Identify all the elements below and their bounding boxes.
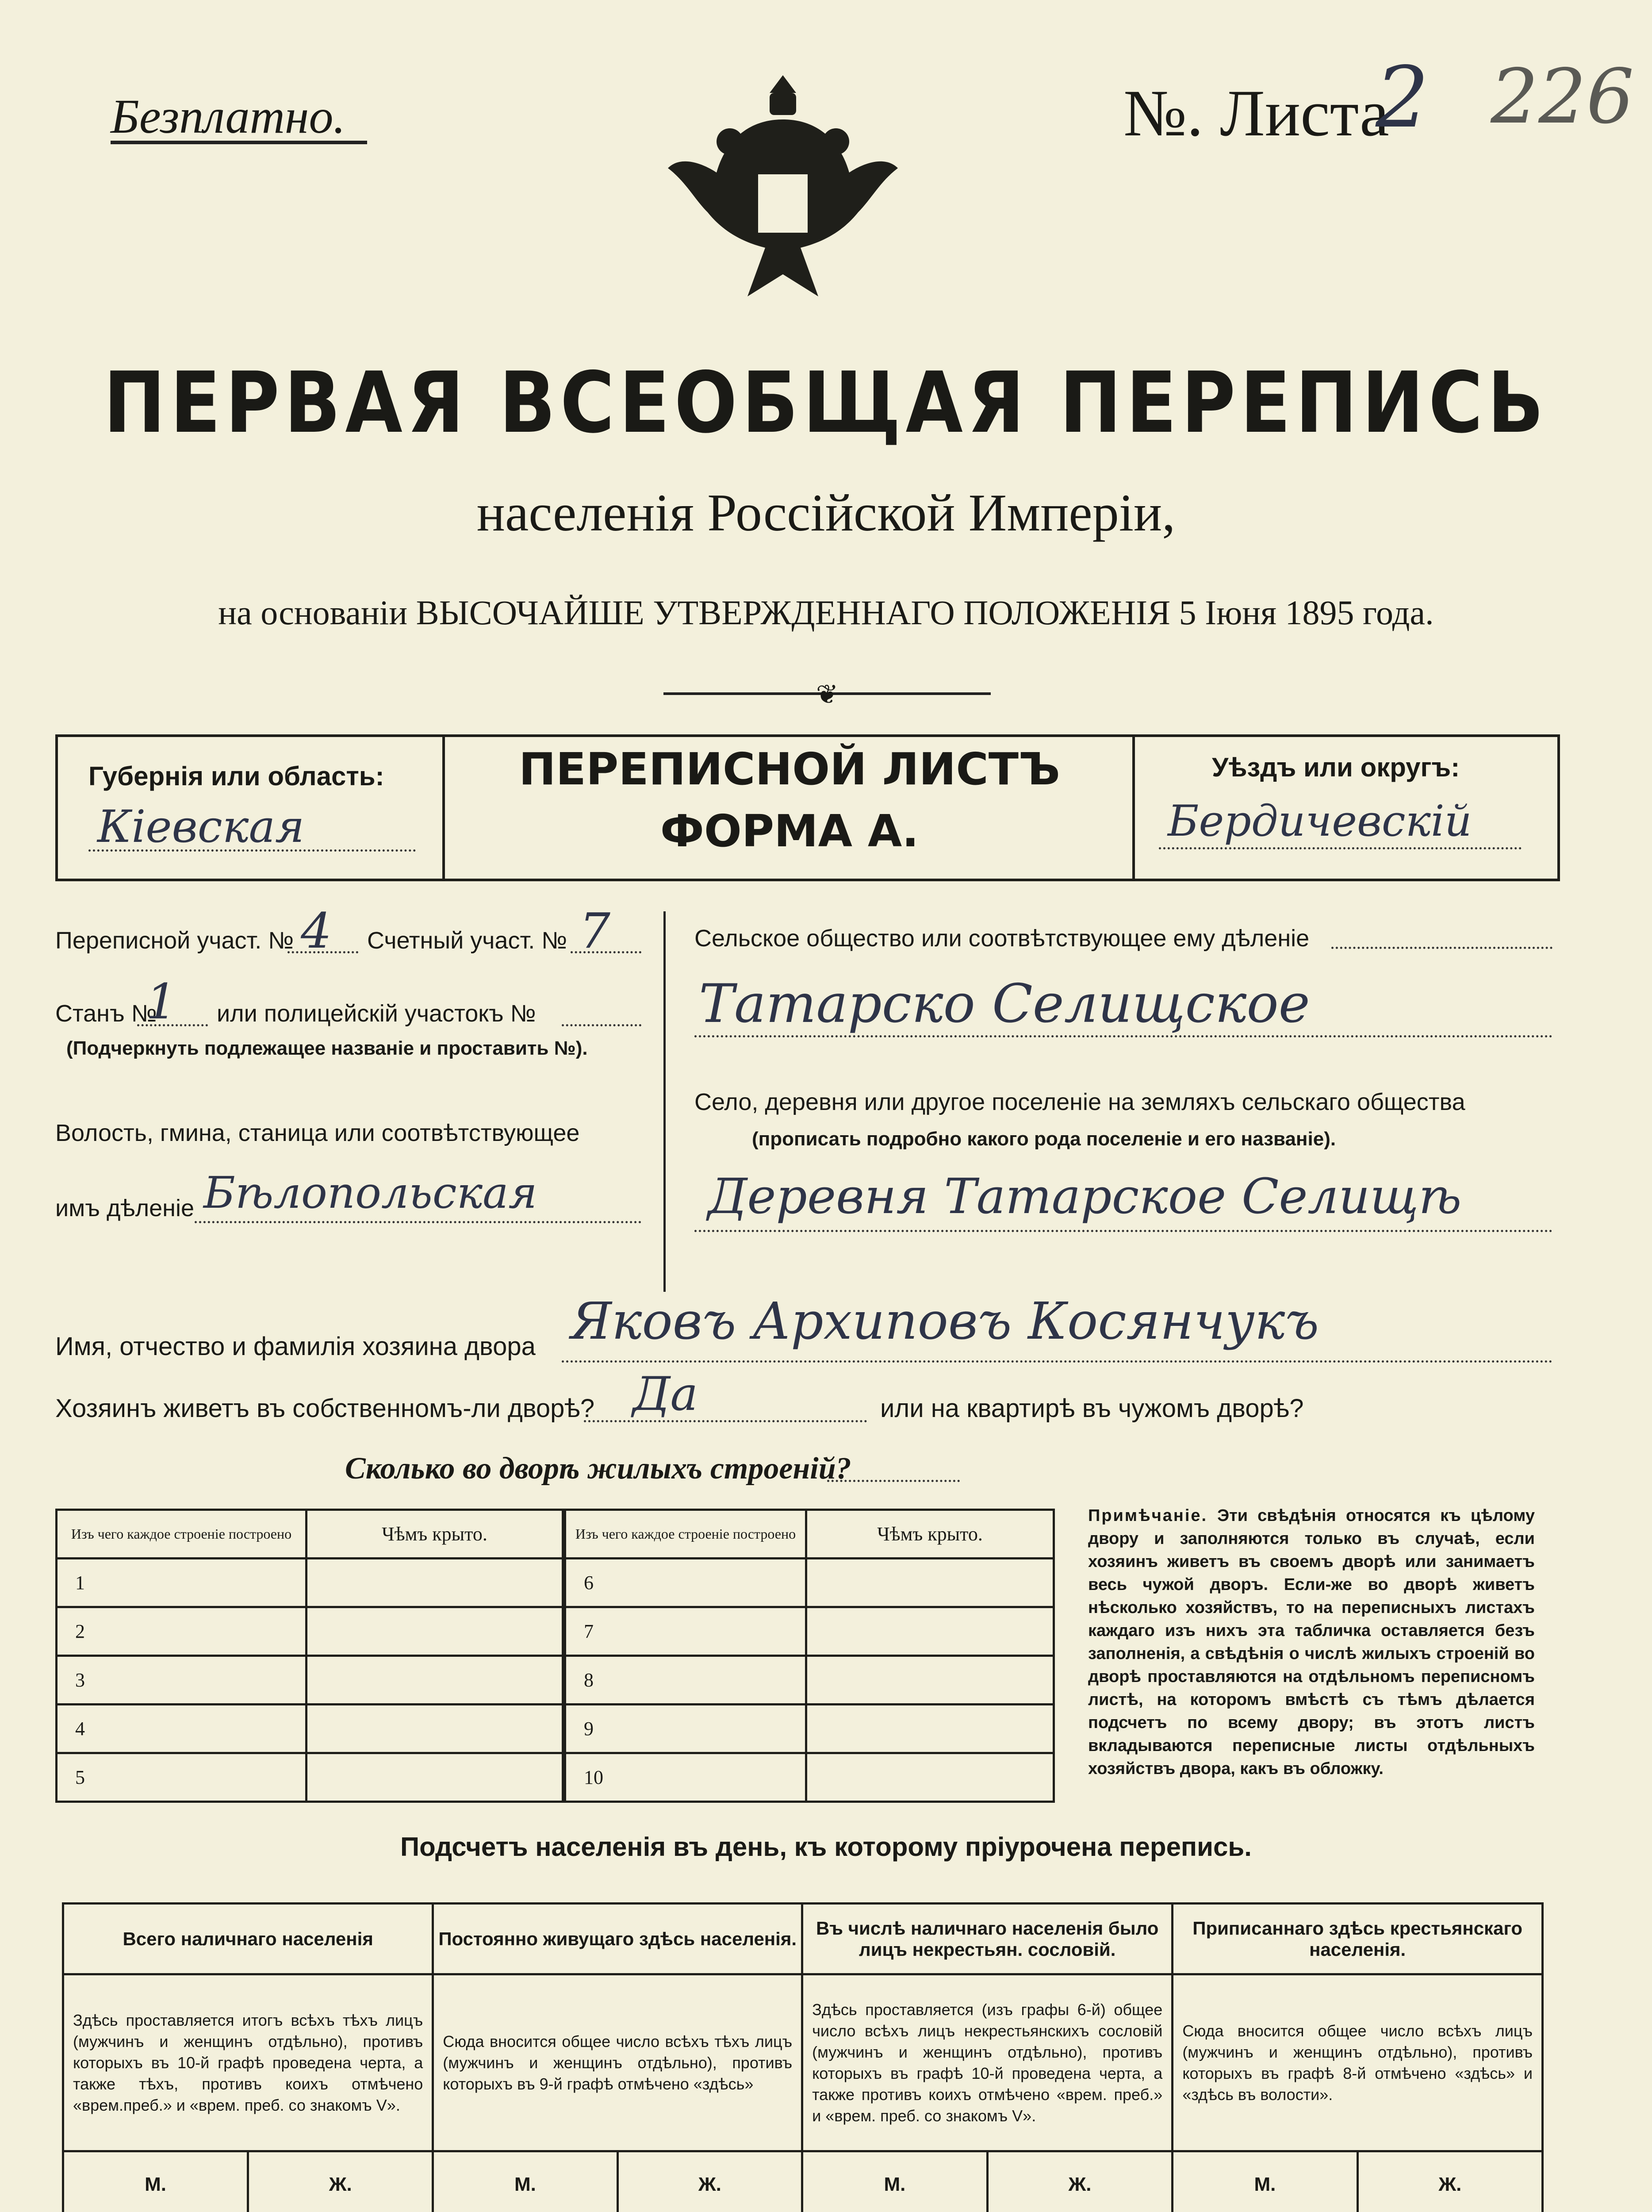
sheet-number-value: 2 — [1376, 49, 1429, 146]
col-roof-header: Чѣмъ крыто. — [806, 1510, 1054, 1559]
archive-number: 226 — [1491, 53, 1634, 141]
village-line — [694, 1230, 1552, 1232]
stan-value: 1 — [146, 973, 177, 1030]
police-label: или полицейскій участокъ № — [217, 1000, 536, 1027]
fields-divider — [663, 911, 666, 1292]
building-row-roof — [307, 1559, 563, 1607]
col-roof-header: Чѣмъ крыто. — [307, 1510, 563, 1559]
population-count-table — [62, 1902, 1544, 2212]
building-row-roof — [806, 1753, 1054, 1802]
group-noncrest-desc: Здѣсь проставляется (изъ графы 6-й) общее число всѣхъ лицъ некрестьянскихъ сословій (мужчинъ и женщинъ отдѣльно), противъ которыхъ въ графѣ 10-й проведена черта, а также противъ коихъ отмѣчено «врем. преб.» и «врем. преб. со знакомъ V». — [802, 1974, 1173, 2151]
building-row-number: 5 — [57, 1753, 307, 1802]
female-header: Ж. — [248, 2151, 433, 2212]
male-header: М. — [802, 2151, 988, 2212]
group-total-header: Всего наличнаго населенія — [63, 1904, 433, 1974]
building-row-number: 4 — [57, 1705, 307, 1753]
building-row-roof — [307, 1607, 563, 1656]
free-label: Безплатно. — [111, 89, 345, 143]
own-yard-value: Да — [632, 1367, 698, 1421]
building-row-roof — [806, 1656, 1054, 1705]
rented-label: или на квартирѣ въ чужомъ дворѣ? — [880, 1394, 1304, 1423]
stan-label: Станъ № — [55, 1000, 157, 1027]
stan-line — [137, 1024, 208, 1026]
society-value: Татарско Селищское — [699, 973, 1310, 1035]
count-title: Подсчетъ населенія въ день, къ которому пріурочена перепись. — [400, 1832, 1252, 1862]
owner-name-label: Имя, отчество и фамилія хозяина двора — [55, 1332, 536, 1361]
building-row-number: 10 — [565, 1753, 806, 1802]
col-material-header: Изъ чего каждое строеніе построено — [57, 1510, 307, 1559]
building-row-number: 7 — [565, 1607, 806, 1656]
main-title: ПЕРВАЯ ВСЕОБЩАЯ ПЕРЕПИСЬ — [103, 354, 1549, 452]
group-peasant-desc: Сюда вносится общее число всѣхъ лицъ (мужчинъ и женщинъ отдѣльно), противъ которыхъ въ графѣ 8-й отмѣчено «здѣсь» и «здѣсь въ волости». — [1173, 1974, 1543, 2151]
male-header: М. — [433, 2151, 617, 2212]
sheet-number-label: №. Листа — [1123, 77, 1389, 150]
buildings-question-line — [827, 1480, 960, 1482]
building-row-roof — [806, 1559, 1054, 1607]
village-value: Деревня Татарское Селищѣ — [708, 1168, 1462, 1225]
buildings-note — [1088, 1504, 1535, 1780]
volost-line — [195, 1221, 641, 1223]
census-section-label: Переписной участ. № — [55, 927, 294, 954]
buildings-table-right — [564, 1509, 1055, 1803]
buildings-question: Сколько во дворѣ жилыхъ строеній? — [345, 1452, 851, 1486]
own-yard-label: Хозяинъ живетъ въ собственномъ-ли дворѣ? — [55, 1394, 595, 1423]
building-row-roof — [806, 1607, 1054, 1656]
district-value: Бердичевскій — [1168, 796, 1472, 846]
form-title: ПЕРЕПИСНОЙ ЛИСТЪ — [519, 743, 1060, 795]
col-material-header: Изъ чего каждое строеніе построено — [565, 1510, 806, 1559]
owner-name-value: Яковъ Архиповъ Косянчукъ — [571, 1292, 1319, 1351]
frame-divider-right — [1132, 734, 1135, 881]
male-header: М. — [1173, 2151, 1357, 2212]
province-value: Кіевская — [97, 801, 305, 853]
group-noncrest-header: Въ числѣ наличнаго населенія было лицъ некрестьян. сословій. — [802, 1904, 1173, 1974]
subtitle: населенія Россійской Имперіи, — [476, 483, 1176, 542]
group-permanent-desc: Сюда вносится общее число всѣхъ тѣхъ лицъ (мужчинъ и женщинъ отдѣльно), противъ которыхъ въ 9-й графѣ отмѣчено «здѣсь» — [433, 1974, 802, 2151]
buildings-note-text: Эти свѣдѣнія относятся къ цѣлому двору и заполняются только въ случаѣ, если хозяинъ живетъ въ своемъ дворѣ или занимаетъ весь чужой дворъ. Если-же во дворѣ живетъ нѣсколько хозяйствъ, то на переписныхъ листахъ каждаго изъ нихъ эта табличка оставляется безъ заполненія, а свѣдѣнія о числѣ жилыхъ строеній во дворѣ проставляются на отдѣльномъ переписномъ листѣ, на которомъ вмѣстѣ съ тѣмъ дѣлается подсчетъ по всему двору; въ этотъ листъ вкладываются переписные листы отдѣльныхъ хозяйствъ двора, какъ въ обложку. — [1088, 1506, 1535, 1778]
female-header: Ж. — [1357, 2151, 1542, 2212]
district-line — [1159, 847, 1522, 849]
group-total-desc: Здѣсь проставляется итогъ всѣхъ тѣхъ лицъ (мужчинъ и женщинъ отдѣльно), противъ которыхъ въ 10-й графѣ проведена черта, а также тѣхъ, противъ коихъ отмѣчено «врем.преб.» и «врем. преб. со знакомъ V». — [63, 1974, 433, 2151]
district-label: Уѣздъ или округъ: — [1212, 753, 1460, 782]
ornament-icon: ❦ — [816, 680, 839, 709]
building-row-roof — [307, 1705, 563, 1753]
own-yard-line — [584, 1420, 867, 1422]
building-row-roof — [307, 1753, 563, 1802]
buildings-note-title: Примѣчаніе. — [1088, 1506, 1208, 1525]
male-header: М. — [63, 2151, 248, 2212]
volost-label-2: имъ дѣленіе — [55, 1195, 195, 1221]
building-row-number: 3 — [57, 1656, 307, 1705]
society-label: Сельское общество или соотвѣтствующее ему дѣленіе — [694, 925, 1310, 952]
count-section-value: 7 — [579, 902, 610, 959]
form-subtitle: ФОРМА А. — [660, 805, 919, 857]
frame-divider-left — [442, 734, 445, 881]
basis-line: на основаніи ВЫСОЧАЙШЕ УТВЕРЖДЕННАГО ПОЛОЖЕНІЯ 5 Іюня 1895 года. — [218, 593, 1434, 632]
building-row-number: 9 — [565, 1705, 806, 1753]
owner-name-line — [562, 1360, 1552, 1363]
stan-note: (Подчеркнуть подлежащее названіе и проставить №). — [66, 1037, 588, 1059]
volost-label-1: Волость, гмина, станица или соотвѣтствующее — [55, 1120, 580, 1146]
province-line — [88, 849, 416, 852]
building-row-number: 1 — [57, 1559, 307, 1607]
female-header: Ж. — [987, 2151, 1173, 2212]
group-peasant-header: Приписаннаго здѣсь крестьянскаго населенія. — [1173, 1904, 1543, 1974]
province-label: Губернія или область: — [88, 761, 384, 791]
volost-value: Бѣлопольская — [203, 1168, 537, 1218]
society-line-1 — [1331, 947, 1552, 949]
count-section-label: Счетный участ. № — [367, 927, 567, 954]
building-row-number: 8 — [565, 1656, 806, 1705]
village-note: (прописать подробно какого рода поселеніе и его названіе). — [752, 1128, 1336, 1150]
village-label: Село, деревня или другое поселеніе на земляхъ сельскаго общества — [694, 1089, 1465, 1115]
double-headed-eagle-icon — [659, 66, 907, 332]
free-label-underline — [111, 141, 367, 144]
police-line — [562, 1024, 641, 1026]
count-section-line — [571, 951, 641, 953]
society-line-2 — [694, 1035, 1552, 1037]
building-row-roof — [806, 1705, 1054, 1753]
group-permanent-header: Постоянно живущаго здѣсь населенія. — [433, 1904, 802, 1974]
buildings-table-left — [55, 1509, 564, 1803]
building-row-number: 2 — [57, 1607, 307, 1656]
census-section-value: 4 — [301, 902, 332, 959]
census-section-line — [287, 951, 358, 953]
female-header: Ж. — [617, 2151, 802, 2212]
building-row-roof — [307, 1656, 563, 1705]
building-row-number: 6 — [565, 1559, 806, 1607]
